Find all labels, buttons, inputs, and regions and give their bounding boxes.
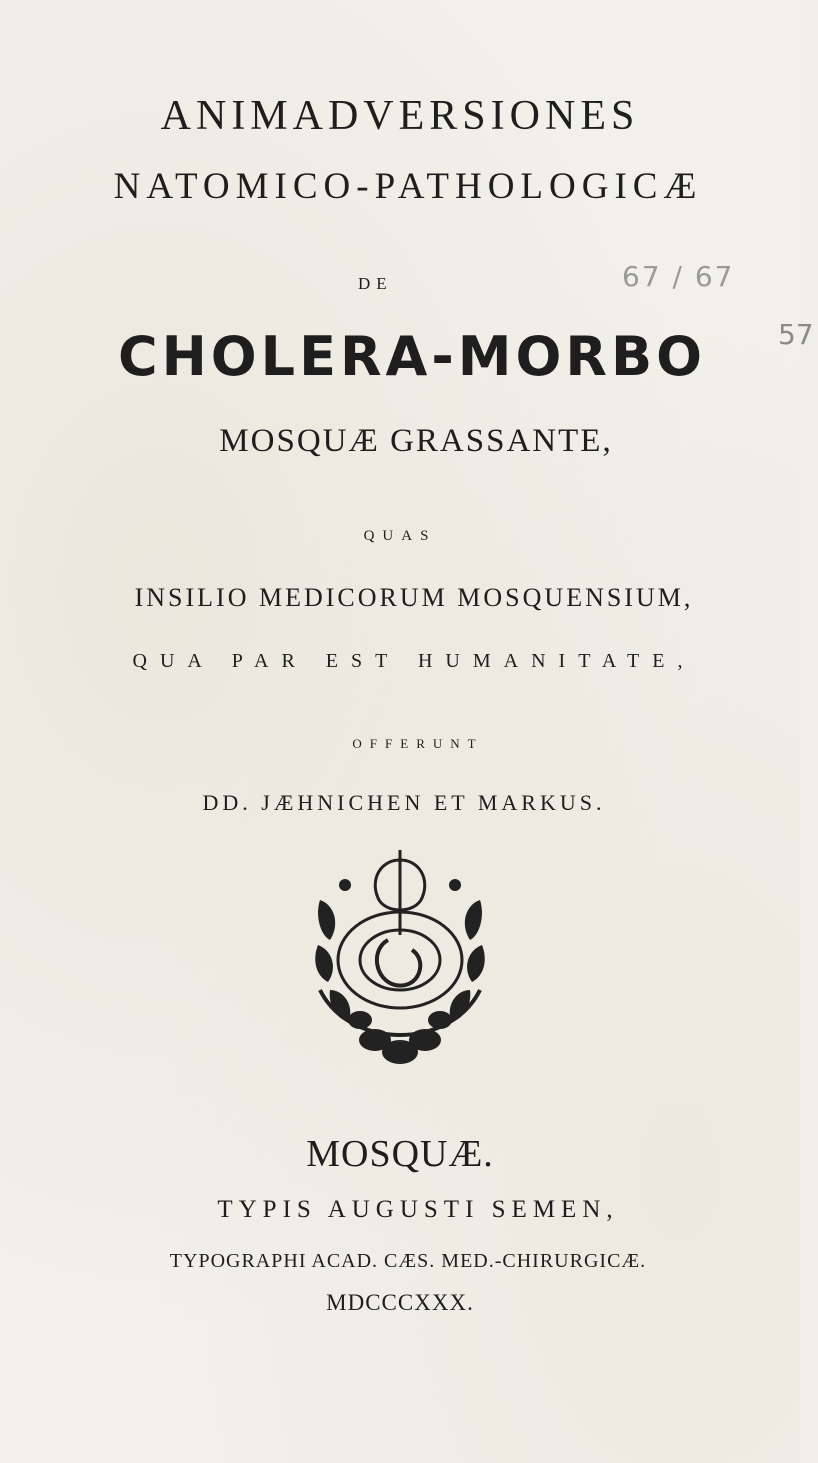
manuscript-annotation: 67 / 67 — [622, 260, 735, 293]
authors-line: DD. JÆHNICHEN ET MARKUS. — [202, 790, 606, 815]
manuscript-annotation-2: 57 — [778, 318, 814, 351]
title-offerunt: OFFERUNT — [352, 736, 484, 751]
title-line-1: ANIMADVERSIONES — [160, 93, 640, 139]
title-line-7: QUA PAR EST HUMANITATE, — [132, 650, 696, 672]
imprint-city: MOSQUÆ. — [306, 1133, 494, 1175]
imprint-year: MDCCCXXX. — [326, 1290, 474, 1315]
title-line-4: MOSQUÆ GRASSANTE, — [219, 423, 613, 459]
printers-device-emblem — [300, 840, 500, 1080]
title-line-6: INSILIO MEDICORUM MOSQUENSIUM, — [134, 583, 694, 612]
main-title: CHOLERA-MORBO — [117, 325, 707, 388]
title-de: DE — [358, 274, 393, 293]
title-quas: QUAS — [363, 528, 437, 544]
imprint-printer: TYPIS AUGUSTI SEMEN, — [217, 1196, 619, 1223]
imprint-printer-title: TYPOGRAPHI ACAD. CÆS. MED.-CHIRURGICÆ. — [169, 1250, 647, 1272]
title-line-2: NATOMICO-PATHOLOGICÆ — [113, 166, 703, 207]
